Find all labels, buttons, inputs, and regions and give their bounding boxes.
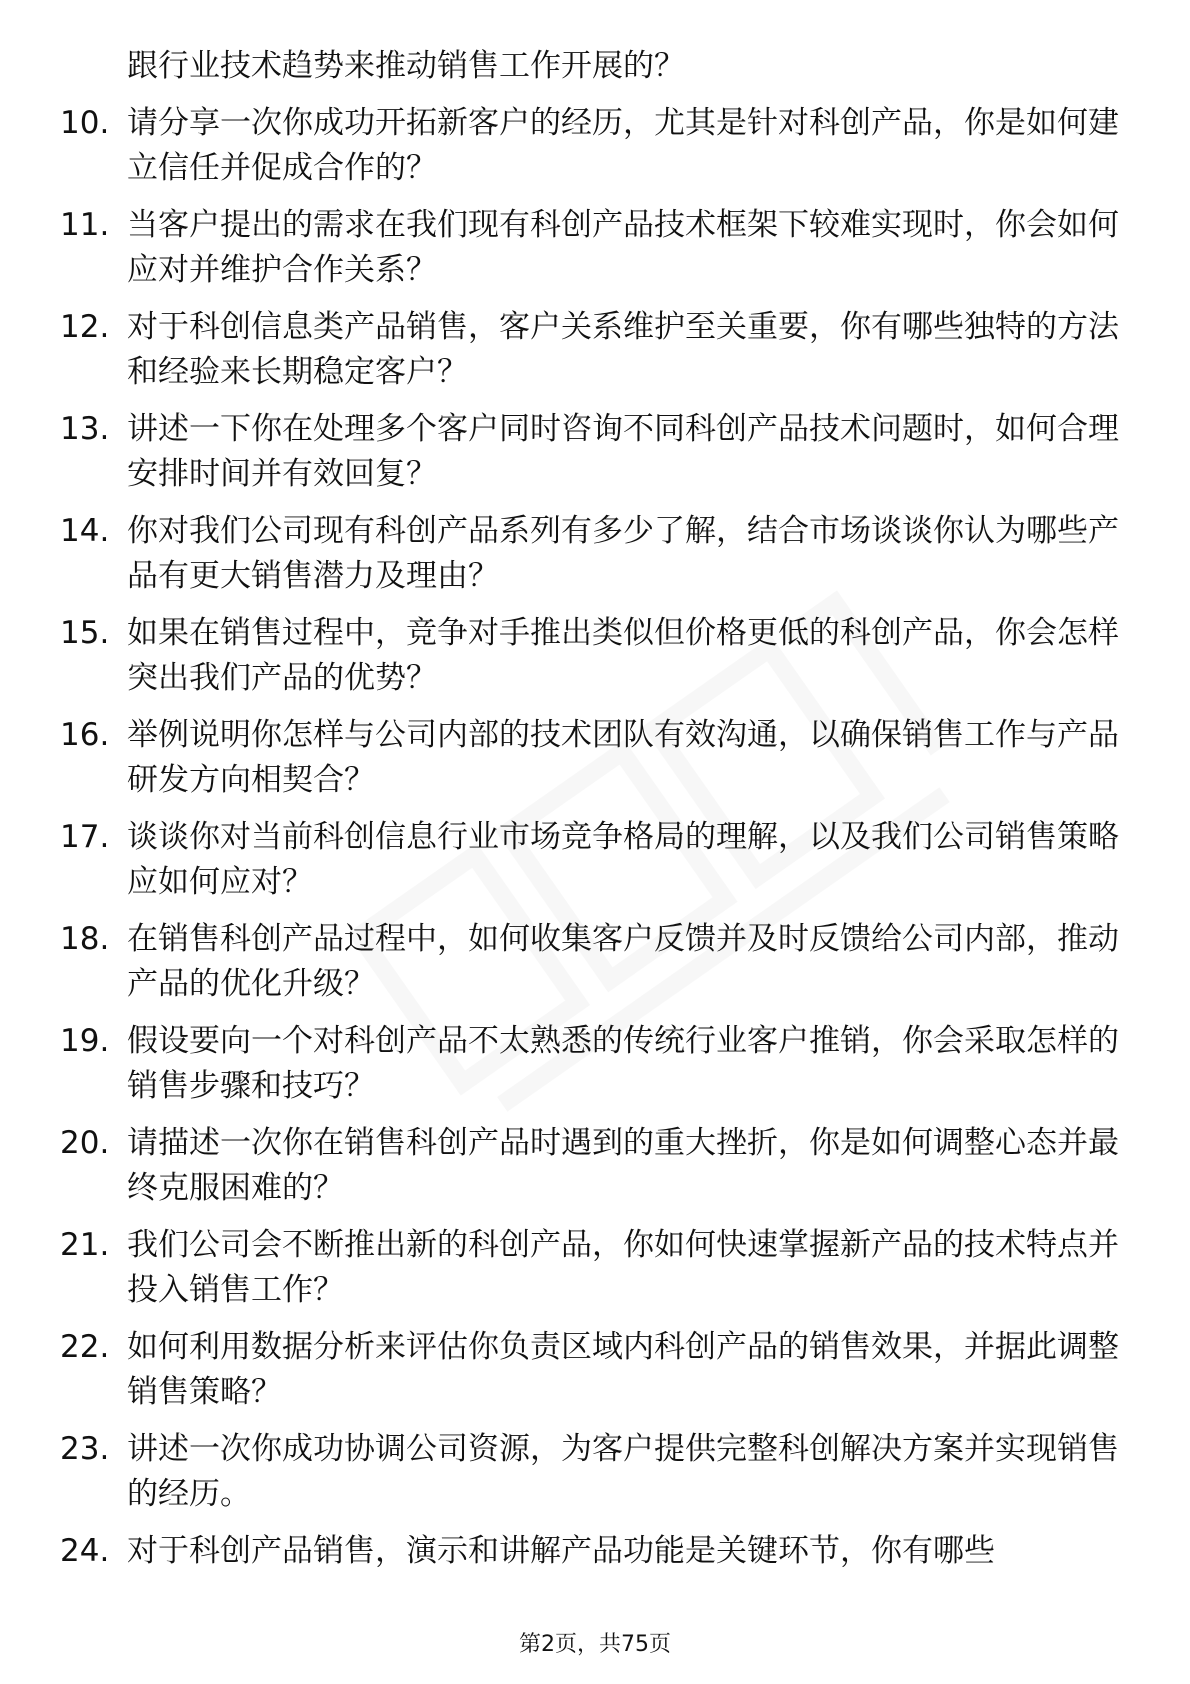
question-text: 请分享一次你成功开拓新客户的经历，尤其是针对科创产品，你是如何建立信任并促成合作的？	[127, 105, 1119, 186]
question-text: 你对我们公司现有科创产品系列有多少了解，结合市场谈谈你认为哪些产品有更大销售潜力及理由？	[127, 513, 1119, 594]
question-number: 13.	[60, 411, 110, 447]
question-number: 20.	[60, 1125, 110, 1161]
question-text: 我们公司会不断推出新的科创产品，你如何快速掌握新产品的技术特点并投入销售工作？	[127, 1227, 1119, 1308]
list-item	[60, 917, 1120, 1007]
question-number: 14.	[60, 513, 110, 549]
question-number: 24.	[60, 1533, 110, 1569]
list-item	[60, 713, 1120, 803]
question-text: 如果在销售过程中，竞争对手推出类似但价格更低的科创产品，你会怎样突出我们产品的优势？	[127, 615, 1119, 696]
list-item	[60, 1529, 1120, 1574]
list-item	[60, 101, 1120, 191]
list-item	[60, 203, 1120, 293]
question-text: 举例说明你怎样与公司内部的技术团队有效沟通，以确保销售工作与产品研发方向相契合？	[127, 717, 1119, 798]
question-number: 11.	[60, 207, 110, 243]
question-number: 15.	[60, 615, 110, 651]
question-text: 讲述一次你成功协调公司资源，为客户提供完整科创解决方案并实现销售的经历。	[127, 1431, 1119, 1512]
question-number: 12.	[60, 309, 110, 345]
question-text: 在销售科创产品过程中，如何收集客户反馈并及时反馈给公司内部，推动产品的优化升级？	[127, 921, 1119, 1002]
question-number: 10.	[60, 105, 110, 141]
question-number: 18.	[60, 921, 110, 957]
question-number: 16.	[60, 717, 110, 753]
page-number-footer: 第2页，共75页	[519, 1632, 671, 1657]
question-text: 如何利用数据分析来评估你负责区域内科创产品的销售效果，并据此调整销售策略？	[127, 1329, 1119, 1410]
list-item	[60, 1325, 1120, 1415]
list-item	[60, 509, 1120, 599]
question-number: 23.	[60, 1431, 110, 1467]
question-text: 当客户提出的需求在我们现有科创产品技术框架下较难实现时，你会如何应对并维护合作关系？	[127, 207, 1119, 288]
list-item	[60, 611, 1120, 701]
question-text: 假设要向一个对科创产品不太熟悉的传统行业客户推销，你会采取怎样的销售步骤和技巧？	[127, 1023, 1119, 1104]
question-number: 21.	[60, 1227, 110, 1263]
question-number: 19.	[60, 1023, 110, 1059]
question-text: 谈谈你对当前科创信息行业市场竞争格局的理解，以及我们公司销售策略应如何应对？	[127, 819, 1119, 900]
list-item	[60, 1427, 1120, 1517]
list-item	[60, 1223, 1120, 1313]
question-text: 请描述一次你在销售科创产品时遇到的重大挫折，你是如何调整心态并最终克服困难的？	[127, 1125, 1119, 1206]
question-text: 对于科创产品销售，演示和讲解产品功能是关键环节，你有哪些	[127, 1533, 995, 1569]
question-number: 22.	[60, 1329, 110, 1365]
question-number: 17.	[60, 819, 110, 855]
list-item	[60, 815, 1120, 905]
question-text: 对于科创信息类产品销售，客户关系维护至关重要，你有哪些独特的方法和经验来长期稳定客户？	[127, 309, 1119, 390]
list-item	[60, 305, 1120, 395]
list-item	[60, 1121, 1120, 1211]
list-item	[60, 1019, 1120, 1109]
list-item	[60, 407, 1120, 497]
question-list	[60, 101, 1120, 1574]
question-content	[60, 44, 1120, 1586]
question-text: 讲述一下你在处理多个客户同时咨询不同科创产品技术问题时，如何合理安排时间并有效回复？	[127, 411, 1119, 492]
continued-question-text: 跟行业技术趋势来推动销售工作开展的？	[127, 48, 685, 84]
